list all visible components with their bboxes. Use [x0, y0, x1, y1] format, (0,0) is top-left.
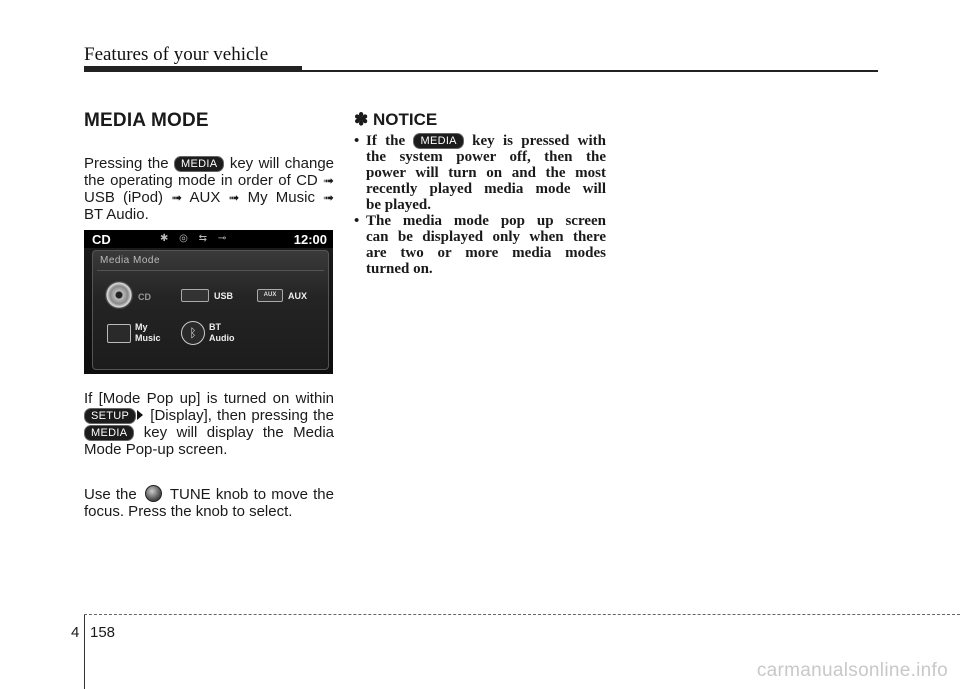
watermark: carmanualsonline.info	[756, 660, 948, 681]
popup-divider	[97, 270, 324, 271]
page-number: 158	[90, 624, 116, 641]
status-mode: CD	[92, 232, 111, 247]
arrow-icon: ➟	[323, 190, 335, 205]
aux-option-label: AUX	[288, 291, 308, 301]
screen-status-bar	[84, 230, 333, 248]
notice-item: • If the MEDIA key is pressed with the system power off, then the power will turn on and the most recently played media mode will be played.	[354, 133, 607, 213]
tune-knob-icon	[145, 485, 162, 502]
notice-item: • The media mode pop up screen can be displayed only when there are two or more media modes turned on.	[354, 213, 606, 277]
disc-icon	[105, 281, 133, 309]
media-key-badge: MEDIA	[174, 156, 224, 172]
setup-key-badge: SETUP	[84, 408, 136, 424]
status-time: 12:00	[293, 232, 327, 247]
popup-title: Media Mode	[100, 255, 161, 266]
my-music-option-label-1: My	[135, 322, 148, 332]
triangle-right-icon	[137, 410, 143, 420]
paragraph-popup: If [Mode Pop up] is turned on within SETUP [Display], then pressing the MEDIA key will display the Media Mode Pop-up screen.	[84, 390, 334, 458]
bt-audio-option-label-2: Audio	[209, 333, 235, 343]
footer-dashed-rule	[84, 614, 960, 615]
chapter-number: 4	[71, 624, 80, 641]
notice-heading: ✽ NOTICE	[354, 110, 438, 129]
usb-icon	[181, 289, 209, 302]
my-music-option-label-2: Music	[135, 333, 161, 343]
notice-list	[354, 133, 606, 277]
media-key-badge: MEDIA	[84, 425, 134, 441]
cd-option-label: CD	[138, 292, 151, 302]
aux-icon: AUX	[257, 289, 283, 302]
media-mode-popup	[92, 250, 329, 370]
usb-option-label: USB	[214, 291, 234, 301]
folder-icon	[107, 324, 131, 343]
media-mode-screen	[84, 230, 333, 374]
bt-audio-option-label-1: BT	[209, 322, 221, 332]
arrow-icon: ➟	[171, 190, 183, 205]
bluetooth-icon: ᛒ	[181, 321, 205, 345]
arrow-icon: ➟	[323, 173, 335, 188]
arrow-icon: ➟	[228, 190, 240, 205]
header-rule-thin	[300, 70, 878, 72]
footer-vertical-rule	[84, 614, 85, 689]
media-key-badge: MEDIA	[413, 133, 463, 149]
paragraph-mode-order: Pressing the MEDIA key will change the operating mode in order of CD ➟ USB (iPod) ➟ AUX ➟ My Music ➟ BT Audio.	[84, 155, 335, 223]
header-title: Features of your vehicle	[84, 44, 269, 65]
status-icons: ✱ ◎ ⇆ ⊸	[160, 233, 231, 244]
paragraph-tune: Use the TUNE knob to move the focus. Press the knob to select.	[84, 486, 334, 520]
header-rule-thick	[84, 66, 302, 72]
section-heading: MEDIA MODE	[84, 110, 209, 131]
